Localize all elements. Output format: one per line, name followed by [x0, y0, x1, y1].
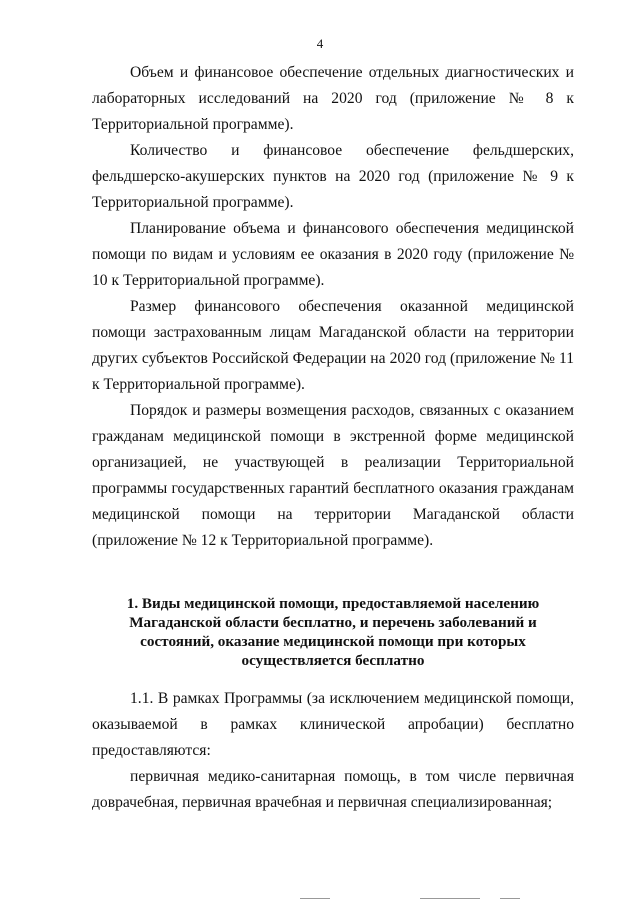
- paragraph-appendix-8: Объем и финансовое обеспечение отдельных диагностических и лабораторных исследований на 2020 год (приложение № 8 к Территориальной программе).: [92, 64, 574, 133]
- scan-artifacts: [0, 885, 640, 905]
- paragraph-1-1: 1.1. В рамках Программы (за исключением медицинской помощи, оказываемой в рамках клинической апробации) бесплатно предоставляются:: [92, 690, 574, 759]
- body-text-bottom: [92, 686, 574, 816]
- paragraph-appendix-9: Количество и финансовое обеспечение фельдшерских, фельдшерско-акушерских пунктов на 2020 год (приложение № 9 к Территориальной программе).: [92, 142, 574, 211]
- paragraph-appendix-12: Порядок и размеры возмещения расходов, связанных с оказанием гражданам медицинской помощи в экстренной форме медицинской организацией, не участвующей в реализации Территориальной программы государственных гарантий бесплатного оказания гражданам медицинской помощи на территории Магаданской области (приложение № 12 к Территориальной программе).: [92, 402, 574, 549]
- scan-mark: [500, 898, 520, 899]
- paragraph-appendix-11: Размер финансового обеспечения оказанной медицинской помощи застрахованным лицам Магаданской области на территории других субъектов Российской Федерации на 2020 год (приложение № 11 к Территориальной программе).: [92, 298, 574, 393]
- body-text-top: [92, 60, 574, 554]
- page-number: 4: [316, 36, 324, 51]
- scan-mark: [420, 898, 480, 899]
- paragraph-primary-care: первичная медико-санитарная помощь, в том числе первичная доврачебная, первичная врачебная и первичная специализированная;: [92, 768, 574, 811]
- paragraph-appendix-10: Планирование объема и финансового обеспечения медицинской помощи по видам и условиям ее оказания в 2020 году (приложение № 10 к Территориальной программе).: [92, 220, 574, 289]
- section-heading: 1. Виды медицинской помощи, предоставляемой населению Магаданской области бесплатно, и перечень заболеваний и состояний, оказание медицинской помощи при которых осуществляется бесплатно: [126, 595, 540, 669]
- scan-mark: [300, 898, 330, 899]
